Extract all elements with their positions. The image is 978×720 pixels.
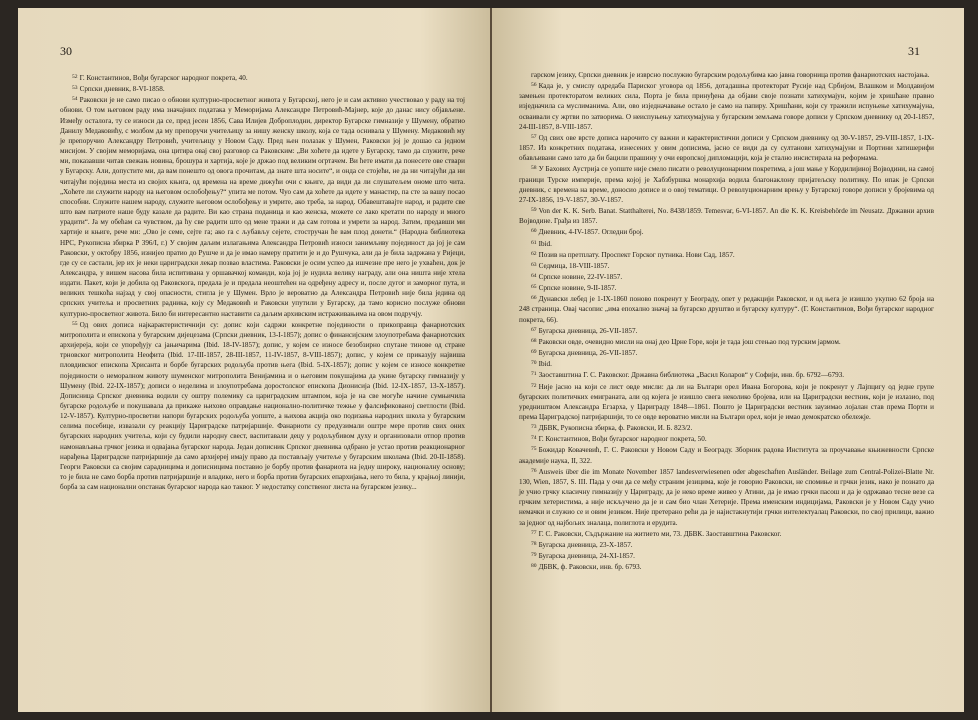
footnote-text: ДБВК, ф. Раковски, инв. бр. 6793. [538, 563, 642, 572]
footnote-text: Бугарска дневница, 26-VII-1857. [538, 349, 638, 358]
footnote-text: Када је, у смислу одредаба Париског уговора од 1856, дотадашња протекторат Русије над Србијом, Влашком и Молдавијом замењен протекторатом великих сила, Порта је била принуђена да објави своје познати хатихумајун, којим је хришћане правно изједначила са муслиманима. Али, ово изједначавање остало је само на папиру. Хришћани, који су тражили испуњење хатихумајуна, осваивали су жртви по затворима. О неиспуњењу хатихумајуна у бугарским земљама говоре дописи у Српском дневнику од 20-I-1857, 24-III-1857, 8-VIII-1857. [519, 82, 934, 131]
footnotes [519, 70, 934, 572]
footnote-number: 63 [531, 261, 537, 268]
footnote [519, 466, 934, 528]
right-page [491, 8, 964, 712]
footnotes [60, 72, 465, 492]
footnote-text: Von der K. K. Serb. Banat. Statthalterei, No. 8438/1859. Temesvar, 6-VI-1857. An die K. K. Kreisbehörde im Neusatz. Државни архив Војводине. Грађа из 1857. [519, 207, 934, 226]
footnote [519, 381, 934, 423]
footnote-number: 59 [531, 207, 537, 214]
footnote-number: 73 [531, 424, 537, 431]
footnote [519, 70, 934, 80]
footnote-text: Српски дневник, 8-VI-1858. [79, 85, 165, 94]
footnote-text: Бугарска дневница, 24-XI-1857. [538, 552, 635, 561]
footnote-text: Седмица, 18-VIII-1857. [538, 261, 610, 270]
footnote-text: Божидар Ковачевић, Г. С. Раковски у Новом Саду и Београду. Зборник радова Института за проучавање књижевности Српске академије наука, II, 322. [519, 446, 934, 465]
footnote-text: Ibid. [538, 239, 552, 248]
footnote [60, 319, 465, 493]
footnote-number: 53 [72, 85, 78, 92]
footnote-number: 77 [531, 529, 537, 536]
footnote-text: Од свих ове врсте дописа нарочито су важни и карактеристични дописи у Српском дневнику од 30-V-1857, 29-VIII-1857, 1-IX-1857. Из конкретних података, изнесених у овим дописима, јасно се види да су султанови хатихумајуни и Портини хатишерифи обављивани само зато да би бацили прашину у очи европској дипломацији, која је стално инсистирала на реформама. [519, 133, 934, 163]
footnote [519, 433, 934, 444]
footnote-number: 69 [531, 349, 537, 356]
footnote [519, 444, 934, 465]
footnote-number: 74 [531, 435, 537, 442]
footnote [519, 347, 934, 358]
footnote-text: ДБВК, Рукописна збирка, ф. Раковски, И. Б. 823/2. [538, 424, 693, 433]
book-spread [18, 8, 964, 712]
footnote [519, 80, 934, 132]
footnote [519, 282, 934, 293]
footnote-text: Бугарска дневница, 26-VII-1857. [538, 326, 638, 335]
footnote-text: Бугарска дневница, 23-X-1857. [538, 540, 633, 549]
footnote-text: Ibid. [538, 360, 552, 369]
footnote-number: 66 [531, 295, 537, 302]
footnote [519, 369, 934, 380]
footnote-text: Од ових дописа најкарактеристичнији су: допис који садржи конкретне појединости о прикоправца фанариотских митрополита и епископа у бугарским дијецезама (Српски дневник, 13-I-1857); допис о финансијским злоупотребама фанариотских архијереја, који се упоређују са јањичарима (Ibid. 18-IV-1857); допис, у којем се износе безобзирно спутане тинове од стране трновског митрополита Неофита (Ibid. 17-III-1857, 28-III-1857, 11-IV-1857, 8-VIII-1857); допис, у којем се приказују највиша пловдивског епископа Хрисанта и борбе бугарских родољуба против њега (Ibid. 5-IX-1857); допис у којем се износе конкретне појединости о неморалном животу шуменског митрополита Венијамина и о његовим покушајима да укине бугарску гимназију у Шумену (Ibid. 22-IX-1857); дописи о неделима и злоупотребама доростолског епископа Дионисија (Ibid. 12-IX-1857, 13-X-1857). Дописница Српског дневника водили су оштру полемику са цариградским штампом, која је на све могуће начине сумњичила бугарске родољубе и покушавала да прикаже њихово оправдање национално-политичке тежње у фалсификованој светлости (Ibid. 12-V-1857). Културно-просветни напори бугарских родољуба уопште, а њихова акција око подизања народних школа у бугарским селима посебице, извазали су реакцију Цариградске патријаршије. Фанариоти су предузимали оштре мере против свих оних бугарских народних учитеља, који су будили народну свест, васпитавали децу у родољубивом духу и организовали отпор против намонављања грчког језика и одвајања бугарског народа. Један дописник Српског дневника одбрано је устао против реакционарног нарађења Цариградске патријаршије да само архијереј имају право да постављају учитеље у бугарским школама (Ibid. 20-II-1858). Георги Раковски са својим сарадницима и дописницима поставио је борбу против фанариота на једну широку, националну основу; то је била не само борба против патријаршије и владике, него и борба против бугарских епархијања, него то била, у крајњој линији, борба за сам национални опстанак бугарског народа као таквог. У недостатку сопственог листа на бугарском језику... [60, 320, 465, 492]
footnote [519, 260, 934, 271]
footnote-number: 72 [531, 382, 537, 389]
footnote-number: 75 [531, 446, 537, 453]
footnote-number: 58 [531, 165, 537, 172]
footnote [519, 249, 934, 260]
footnote-number: 55 [72, 320, 78, 327]
footnote [519, 561, 934, 572]
footnote-number: 64 [531, 272, 537, 279]
book-gutter [490, 8, 492, 712]
footnote [519, 422, 934, 433]
footnote-text: Раковски је не само писао о обнови културно-просветног живота у Бугарској, него је и сам активно учествовао у раду на тој обнови. О том његовом раду има значајних података у Меморијама Александре Петровић-Мајнер, које до данас нису објављене. Између осталога, ту се износи да се, пред јесен 1856, Сава Илијев Доброплодни, директор Бугарске гимназије у Шумену, обратио Данилу Медаковићу, с молбом да му препоручи учитељицу за нишу женску школу, која се тада оснивала у Шумену. Медаковић му је препоручио Александру Петровић, учитељицу у Новом Саду. Пред њен полазак у Шумен, Раковски јој је дошао са једном мисијом. У својим меморијама, она цитира овај свој разговор са Раковским: „Ви хоћете да идете у Бугарску, тамо да служите, рече ми, показавши читав свежањ новина, брошура и хартија, које је држао под великим огртачем. Ви ћете имати да понесете ове ствари у Бугарску. Али, допустите ми, да вам понешто од овога прочитам, да знате шта носите“, и онда се стојећи, не да ни читајући да ни читајући поједина места из својих књига, од времена на време дижући очи с књиге, да види да ли слушатељем ономе што чита. „Хоћете ли служити народу на његовом ослобођењу?“ упита ме потом. Чуо сам да хоћете да идете у манастир, па сте за вашу посао способни. Служите нашем народу, служите његовом ослобођењу и умрите, ако треба, за народ. Обавештавајте народ, и радите све што вам патриоте наше буду казале да радите. Ви као страна поданица и као женска, можете се лако кретати по народу и много урадити“. Ја му обећам са чувством, да ћу све радити што од мене тражи и да сам готова и умрети за народ. Затим, предавши ми хартије и књиге, рече ми: „Ово је семе, сејте га; ако га с љубављу сејете, стостручан ће вам плод донети.“ (Народна библиотека НРС, Рукописна збирка Р 396/I, г.) У својим даљим излагањима Александра Петровић износи занимљиву појединост да јој је сам Раковски, у октобру 1856, изнијео пратио до Рушче и да је имао намеру пратити је и до Рушчука, али да је била задржана у Ријеци, где су се састали, јер их је неки цариградски лекар позвао властима. Раковски је осим успео да ишчезне пре него је ухваћен, док је Александра, у вишем насова била испитивана у оршавачкој команди, која јој је нудила велику награду, али она ништа није хтела издати. Пакет, који је добила од Раковскога, предала је и предала неоштећен на одређену адресу и, после дугог и заморног пута, и великих тешкоћа најзад у свој опасности, стигла је у Шумен. Врло је вероватно да Александра Петровић није била једина од српских учитеља и просветних радника, коју су Медаковић и Раковски упутили у Бугарску, да тамо корисно послуже обнови културно-просветног живота. Било би интересантно наставити са даљим архивским истраживањима на овом подручју. [60, 96, 465, 318]
footnote [519, 336, 934, 347]
footnote-number: 65 [531, 284, 537, 291]
footnote [60, 83, 465, 94]
footnote-text: Г. С. Раковски, Съдържание на житието ми, 73. ДБВК. Заоставштина Раковског. [538, 529, 782, 538]
footnote-number: 70 [531, 360, 537, 367]
footnote-text: гарском језику, Српски дневник је изврсно послужио бугарским родољубима као јавна говорница против фанариотских настојања. [531, 71, 930, 79]
footnote-number: 67 [531, 326, 537, 333]
footnote-text: Раковски овде, очевидно мисли на онај део Црне Горе, који је тада још стењао под турским јармом. [538, 337, 841, 346]
footnote [519, 325, 934, 336]
footnote-number: 52 [72, 74, 78, 80]
footnote [519, 539, 934, 550]
footnote-text: Српске новине, 9-II-1857. [538, 284, 617, 293]
footnote-number: 79 [531, 552, 537, 559]
footnote-number: 62 [531, 250, 537, 257]
footnote [519, 550, 934, 561]
footnote-number: 71 [531, 371, 537, 378]
footnote [519, 271, 934, 282]
footnote-text: Г. Константинов, Вођи бугарског народног покрета, 50. [538, 435, 707, 444]
footnote-text: Позив на претплату. Проспект Горског путника. Нови Сад, 1857. [538, 250, 735, 259]
footnote-number: 56 [531, 82, 537, 89]
footnote-text: Дневник, 4-IV-1857. Огледни број. [538, 228, 644, 237]
footnote-text: Г. Константинов, Вођи бугарског народног покрета, 40. [79, 74, 248, 82]
footnote-number: 80 [531, 563, 537, 570]
footnote-text: Није јасно на који се лист овде мисли: да ли на Българи орел Ивана Богорова, који је покренут у Лајпцигу од једне групе бугарских политичких емиграната, али од којега је изишло свега неколико бројева, или на Цариградски вестник, који је излазио, под уредништвом Александра Егзарха, у Цариграду 1848—1861. Пошто је Цариградски вестник заузимао лојалан став према Порти и према Цариградској патријаршији, то се овде вероватно мисли на Българи орел, који је имао демократско обележје. [519, 382, 934, 421]
page-number: 31 [908, 44, 920, 58]
left-page [18, 8, 491, 712]
footnote [519, 528, 934, 539]
footnote-number: 76 [531, 467, 537, 474]
footnote-number: 57 [531, 133, 537, 140]
footnote-text: Српске новине, 22-IV-1857. [538, 272, 623, 281]
footnote [519, 163, 934, 205]
footnote-number: 61 [531, 239, 537, 246]
footnote-number: 54 [72, 96, 78, 103]
footnote-number: 68 [531, 337, 537, 344]
footnote-text: Заоставштина Г. С. Раковског. Државна библиотека „Васил Коларов“ у Софији, инв. бр. 6792—6793. [538, 371, 845, 380]
footnote [519, 238, 934, 249]
footnote [519, 132, 934, 163]
footnote [60, 94, 465, 318]
page-number: 30 [60, 44, 72, 58]
footnote-number: 60 [531, 228, 537, 235]
footnote [519, 205, 934, 226]
footnote-text: Ausweis über die im Monate November 1857 landesverwiesenen oder abgeschaften Ausländer. Beilage zum Central-Polizei-Blatte Nr. 130, Wien, 1857, S. III. Пада у очи да се међу страним језицима, које је говорио Раковски, не спомиње и грчки језик, иако је познато да је учио грчку класичну гимназију у Цариграду, да је неко време живео у Атини, да је имао грчки пасош и да је одржавао тесне везе са грчким хетеристима, а није искључено да је и сам био члан Хетерије. Према именским индицијама, Раковски је у Новом Саду учио немачки и служио се и овим језиком. Није претерано рећи да је најистакнутији грчки интелектуалац Раковски, по свој прилици, важио за једног од најбољих зналаца, полиглота и ерудита. [519, 467, 934, 527]
footnote [519, 226, 934, 237]
footnote-number: 78 [531, 540, 537, 547]
footnote-text: Дунавски лебед је 1-IX-1860 поново покренут у Београду, опет у редакцији Раковског, и од њега је изишло укупно 62 броја на 248 страница. Овај часопис „има епохално значај за бугарско друштво и бугарску културу“. (Г. Константинов, Вођи бугарског народног покрета, 66). [519, 295, 934, 324]
footnote [60, 72, 465, 83]
footnote-text: У Бахових Аустрија се уопште није смело писати о револуционарним покретима, а још мање у Кордилијиној Војводини, на самој граници Турске империје, према којој је Хабзбуршка монархија водила благонаклону пријатељску политику. По ипак је Српски дневник, с времена на време, доносио дописе и о овој тематици. О револуционарним врењу у Бугарској говоре дописи у бројевима од 27-IX-1856, 19-V-1857, 30-V-1857. [519, 165, 934, 204]
footnote [519, 358, 934, 369]
footnote [519, 293, 934, 324]
